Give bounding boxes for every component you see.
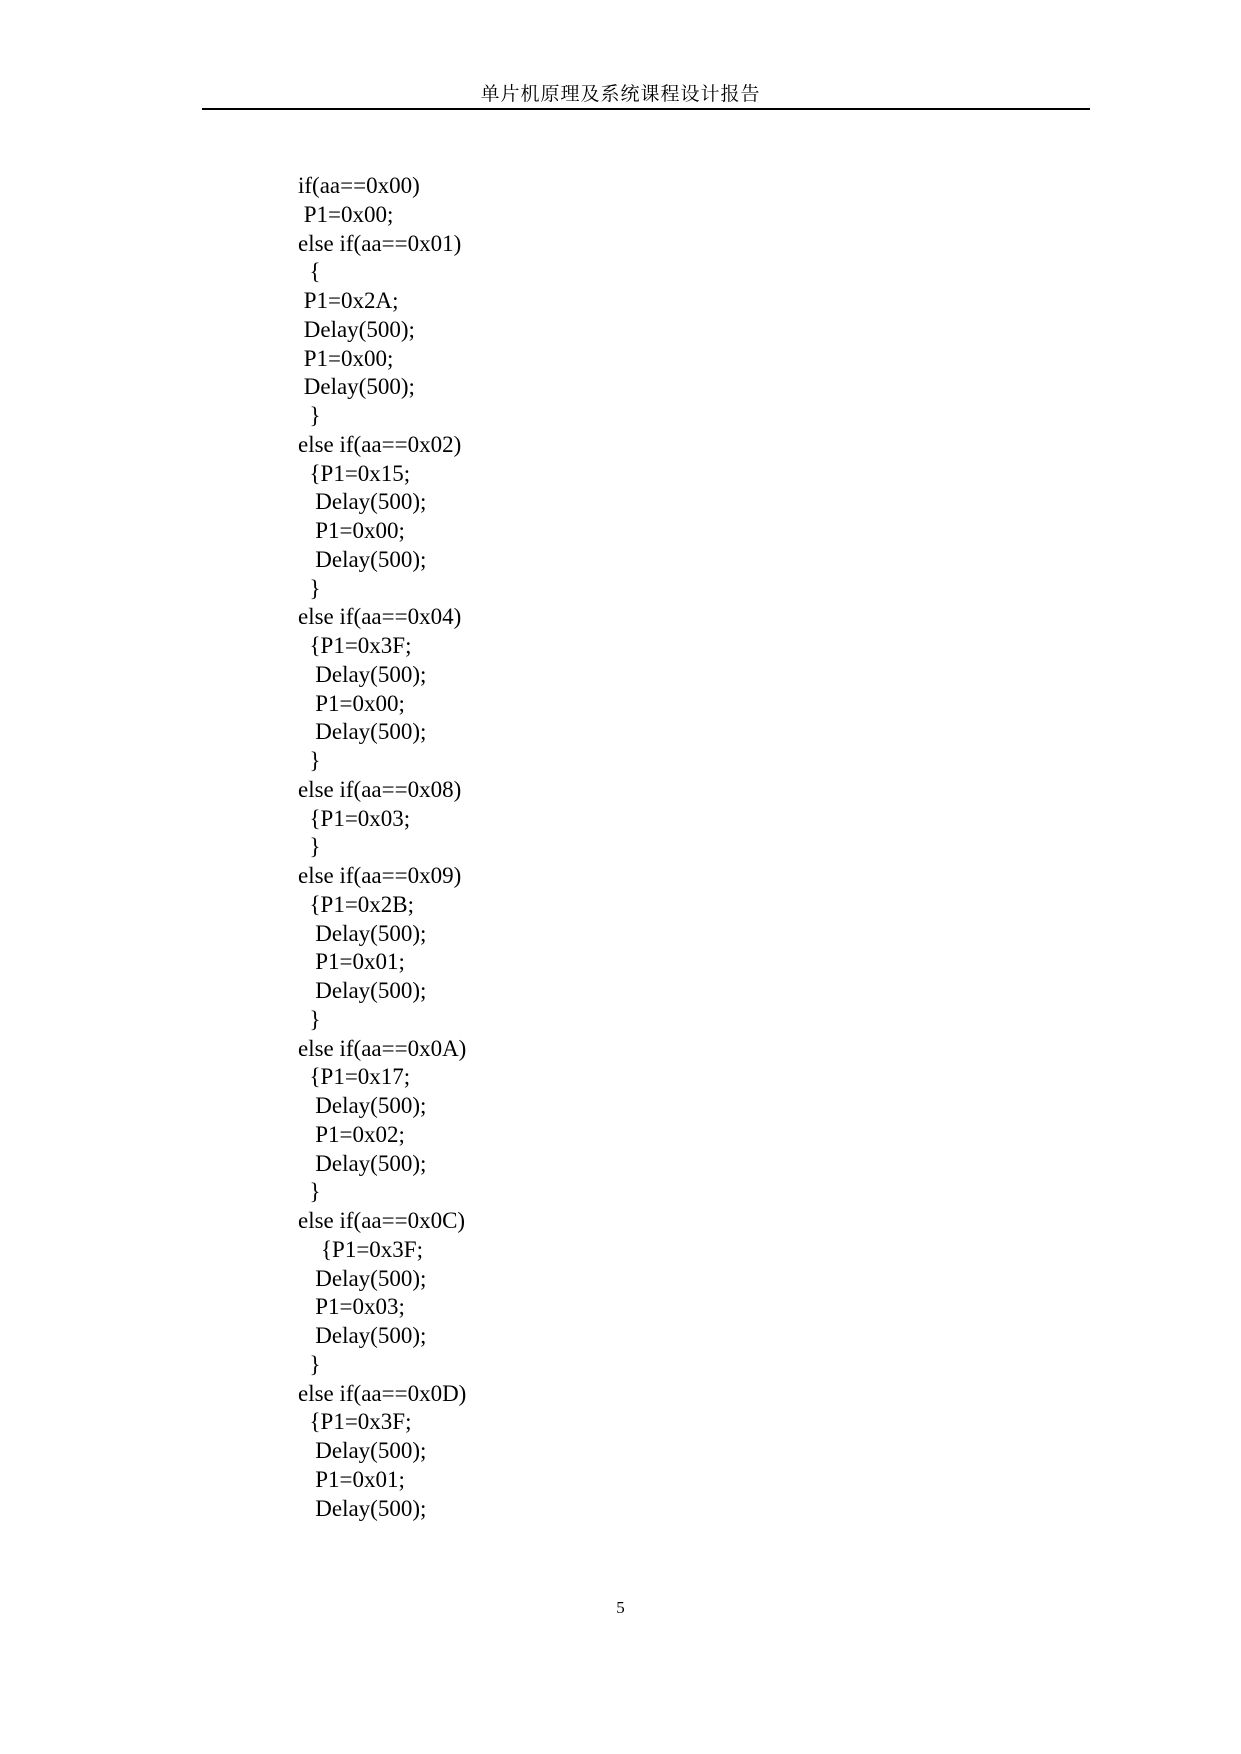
code-line: Delay(500); — [298, 546, 427, 572]
code-line: {P1=0x3F; — [298, 1409, 412, 1435]
code-line: else if(aa==0x0C) — [298, 1208, 466, 1233]
code-line: } — [298, 1351, 321, 1377]
code-line: Delay(500); — [298, 1323, 427, 1348]
code-line: Delay(500); — [298, 661, 427, 687]
code-line: else if(aa==0x04) — [298, 604, 462, 630]
code-line: } — [298, 403, 321, 428]
page-number: 5 — [616, 1598, 625, 1617]
code-line: Delay(500); — [298, 1150, 427, 1176]
code-line: P1=0x03; — [298, 1294, 405, 1320]
code-line: else if(aa==0x09) — [298, 863, 462, 888]
code-line: Delay(500); — [298, 374, 415, 400]
code-line: } — [298, 1179, 321, 1205]
code-line: Delay(500); — [298, 978, 427, 1003]
header-divider — [202, 108, 1090, 110]
code-line: Delay(500); — [298, 1495, 427, 1521]
code-line: Delay(500); — [298, 719, 427, 745]
code-line: } — [298, 575, 321, 601]
code-line: else if(aa==0x0A) — [298, 1035, 467, 1061]
code-line: Delay(500); — [298, 1265, 427, 1291]
code-line: Delay(500); — [298, 1438, 427, 1463]
code-line: else if(aa==0x08) — [298, 776, 462, 802]
code-line: P1=0x00; — [298, 518, 405, 543]
code-line: Delay(500); — [298, 920, 427, 946]
code-line: P1=0x00; — [298, 201, 394, 227]
code-line: } — [298, 748, 321, 773]
code-line: else if(aa==0x02) — [298, 431, 462, 457]
page-header-title: 单片机原理及系统课程设计报告 — [480, 84, 761, 105]
code-listing — [298, 172, 466, 1523]
code-line: {P1=0x3F; — [298, 1236, 423, 1262]
code-line: {P1=0x2B; — [298, 891, 415, 917]
code-line: P1=0x01; — [298, 1466, 405, 1492]
code-line: P1=0x00; — [298, 345, 394, 371]
code-line: P1=0x00; — [298, 690, 405, 716]
code-line: else if(aa==0x01) — [298, 230, 462, 256]
code-line: P1=0x2A; — [298, 288, 399, 313]
code-line: P1=0x02; — [298, 1121, 405, 1147]
code-line: {P1=0x03; — [298, 805, 411, 831]
code-line: P1=0x01; — [298, 949, 405, 975]
code-line: { — [298, 259, 321, 285]
code-line: Delay(500); — [298, 316, 415, 342]
code-line: if(aa==0x00) — [298, 173, 420, 198]
code-line: {P1=0x15; — [298, 460, 411, 486]
code-line: {P1=0x3F; — [298, 633, 412, 658]
code-line: {P1=0x17; — [298, 1064, 411, 1090]
code-line: } — [298, 834, 321, 860]
code-line: Delay(500); — [298, 1093, 427, 1118]
code-line: else if(aa==0x0D) — [298, 1380, 467, 1406]
code-line: Delay(500); — [298, 489, 427, 515]
code-line: } — [298, 1006, 321, 1032]
